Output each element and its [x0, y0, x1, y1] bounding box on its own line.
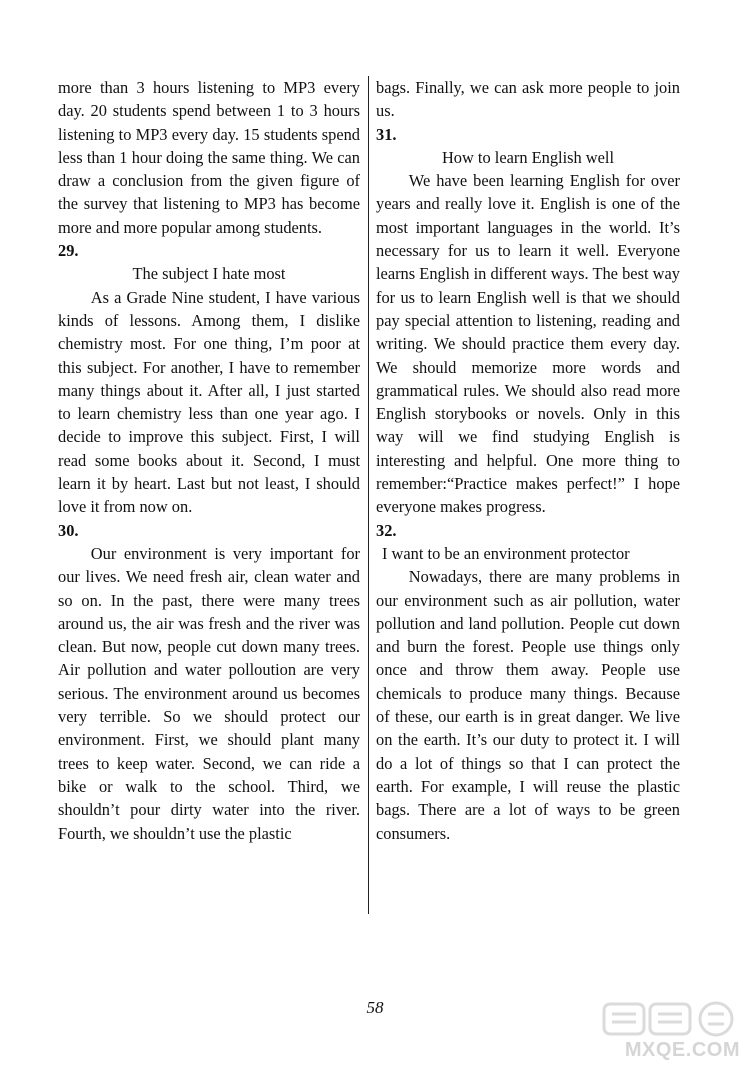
page-number: 58 [366, 998, 384, 1017]
column-divider [368, 76, 369, 914]
question-31-title: How to learn English well [441, 147, 615, 167]
essay-30-continuation: bags. Finally, we can ask more people to join us. [376, 78, 680, 121]
question-30-body: Our environment is very important for our lives. We need fresh air, clean water and so on. In the past, there were many trees around us, the air was fresh and the river was clean. But now, people cut down many trees. Air pollution and water polloution are very serious. The environment around us becomes very terrible. So we should protect our environment. First, we should plant many trees to keep water. Second, we can ride a bike or walk to the school. Third, we shouldn’t pour dirty water into the river. Fourth, we shouldn’t use the plastic [58, 543, 360, 843]
right-column [376, 76, 680, 845]
watermark-logo-icon [602, 1000, 742, 1038]
question-31-number: 31. [376, 124, 397, 144]
watermark [602, 1000, 742, 1062]
left-column [58, 76, 360, 845]
question-32-body: Nowadays, there are many problems in our environment such as air pollution, water pollution and land pollution. People cut down and burn the forest. People use things only once and throw them away. People use chemicals to produce many things. Because of these, our earth is in great danger. We live on the earth. It’s our duty to protect it. I will do a lot of things so that I can protect the earth. For example, I will reuse the plastic bags. There are a lot of ways to be green consumers. [376, 567, 680, 843]
question-29-number: 29. [58, 241, 79, 261]
question-32-number: 32. [376, 520, 397, 540]
question-30-number: 30. [58, 520, 79, 540]
question-32-title: I want to be an environment protector [382, 543, 630, 563]
question-31-body: We have been learning English for over years and really love it. English is one of the most important languages in the world. It’s necessary for us to learn it well. Everyone learns English in different ways. The best way for us to learn English well is that we should pay special attention to listening, reading and writing. We should practice them every day. We should memorize more words and grammatical rules. We should also read more English storybooks or novels. Only in this way will we find studying English is interesting and helpful. One more thing to remember:“Practice makes perfect!” I hope everyone makes progress. [376, 171, 680, 517]
question-29-title: The subject I hate most [132, 264, 286, 284]
essay-28-continuation: more than 3 hours listening to MP3 every day. 20 students spend between 1 to 3 hours listening to MP3 every day. 15 students spend less than 1 hour doing the same thing. We can draw a conclusion from the given figure of the survey that listening to MP3 has become more and more popular among students. [58, 78, 360, 237]
watermark-url: MXQE.COM [624, 1039, 740, 1061]
question-29-body: As a Grade Nine student, I have various kinds of lessons. Among them, I dislike chemistry most. For one thing, I’m poor at this subject. For another, I have to remember many things about it. After all, I just started to learn chemistry less than one year ago. I decide to improve this subject. First, I will read some books about it. Second, I must learn it by heart. Last but not least, I should love it from now on. [58, 287, 360, 517]
